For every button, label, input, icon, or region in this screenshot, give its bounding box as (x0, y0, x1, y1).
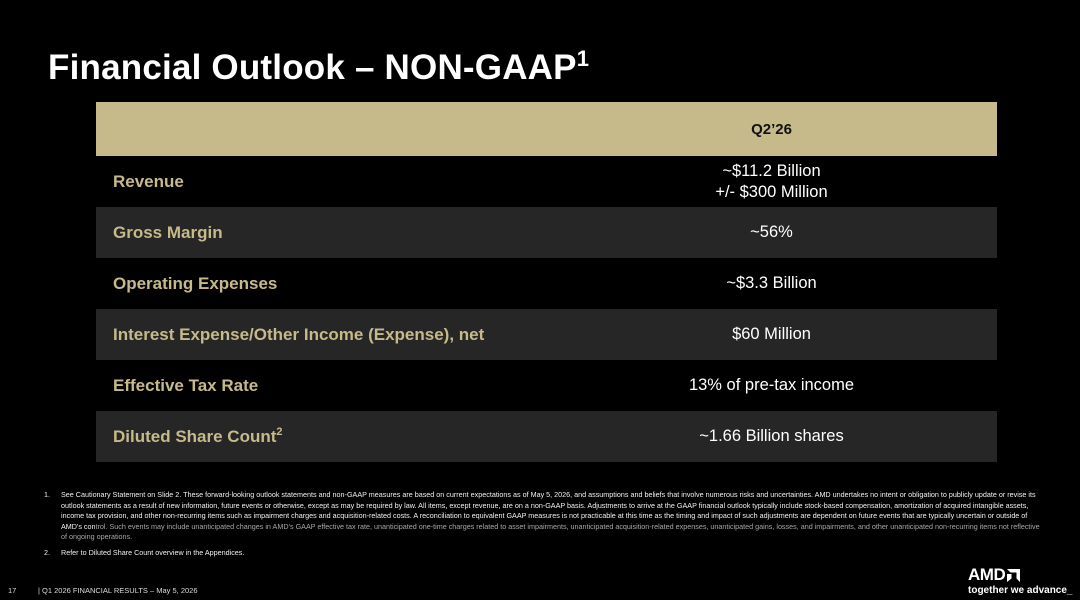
row-label (96, 223, 546, 243)
amd-logo (968, 565, 1072, 596)
table-row-operating-expenses (96, 258, 997, 309)
row-label-text: Revenue (113, 171, 184, 191)
footnote-number: 2. (44, 547, 50, 557)
row-label-text: Operating Expenses (113, 273, 278, 293)
row-value-line2: +/- $300 Million (715, 182, 828, 201)
footnote-text: Refer to Diluted Share Count overview in the Appendices. (61, 547, 245, 557)
page-number: 17 (8, 586, 17, 595)
row-label (96, 274, 546, 294)
row-value: ~$3.3 Billion (726, 274, 817, 292)
row-value: ~1.66 Billion shares (699, 427, 844, 445)
slide-title-text: Financial Outlook – NON-GAAP (48, 48, 577, 87)
amd-wordmark (968, 565, 1072, 585)
footer-text: | Q1 2026 FINANCIAL RESULTS – May 5, 2026 (38, 586, 198, 595)
row-label (96, 376, 546, 396)
row-value: 13% of pre-tax income (688, 376, 855, 394)
row-label (96, 427, 546, 447)
amd-arrow-icon (1007, 569, 1020, 582)
row-label-text: Gross Margin (113, 222, 223, 242)
footnote-text-dim: trol. Such events may include unanticipated changes in AMD’s GAAP effective tax rate, unanticipated one-time charges related to asset impairments, unanticipated acquisition-related expenses, unanticipated gains, losses, and impairments, and other unanticipated non-recurring items not reflective of ongoing operations. (61, 521, 1040, 542)
table-row-effective-tax-rate (96, 360, 997, 411)
outlook-table (96, 102, 997, 462)
row-value (546, 161, 997, 203)
row-label (96, 172, 546, 192)
row-footnote-marker: 2 (276, 425, 283, 438)
footnotes (44, 490, 1044, 564)
table-row-revenue (96, 156, 997, 207)
row-label-text: Effective Tax Rate (113, 375, 259, 395)
amd-brand-text: AMD (968, 565, 1006, 584)
row-label-text: Interest Expense/Other Income (Expense), net (113, 324, 485, 344)
row-value-line1: ~$11.2 Billion (722, 161, 821, 180)
row-label (96, 325, 546, 345)
footnote-text-main: See Cautionary Statement on Slide 2. These forward-looking outlook statements and non-GAAP measures are based on current expectations as of May 5, 2026, and assumptions and beliefs that involve numerous risks and uncertainties. AMD undertakes no intent or obligation to publicly update or revise its outlook statements as a result of new information, future events or otherwise, except as may be required by law. All items, except revenue, are on a non-GAAP basis. Adjustments to arrive at the GAAP financial outlook typically include stock-based compensation, amortization of acquired intangible assets, income tax provision, and other non-recurring items such as impairment charges and acquisition-related costs. A reconciliation to equivalent GAAP measures is not practicable at this time as the timing and impact of such adjustments are dependent on future events that are typically uncertain or outside of AMD's con (61, 490, 1036, 531)
slide-footer (8, 586, 198, 595)
amd-tagline: together we advance_ (968, 585, 1073, 596)
footnote-number: 1. (44, 490, 50, 499)
title-footnote-marker: 1 (576, 46, 590, 71)
footnote-text (61, 490, 1044, 543)
column-header-quarter: Q2’26 (751, 120, 792, 138)
row-label-text: Diluted Share Count (113, 426, 277, 446)
table-row-diluted-share-count (96, 411, 997, 462)
row-value: $60 Million (732, 325, 811, 343)
footnote-1 (44, 490, 1044, 543)
slide-title (48, 48, 589, 88)
row-value: ~56% (750, 223, 793, 241)
table-row-gross-margin (96, 207, 997, 258)
table-header (96, 102, 997, 156)
table-row-interest-expense (96, 309, 997, 360)
footnote-2 (44, 548, 1044, 559)
